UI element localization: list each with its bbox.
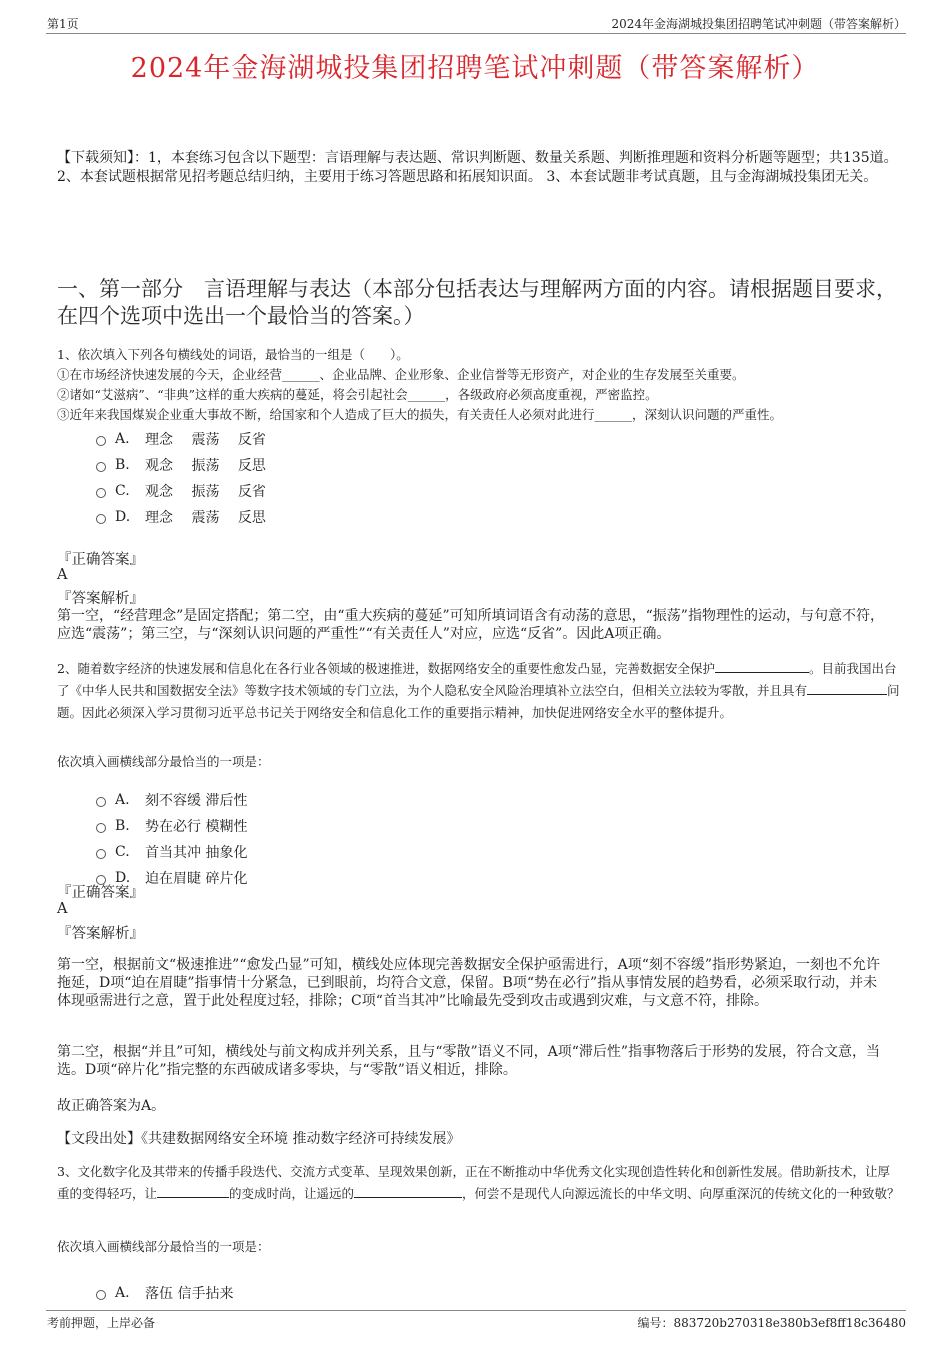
q1-answer-label: 『正确答案』 [57,552,144,568]
footer-divider [46,1310,906,1311]
q2-analysis-label: 『答案解析』 [57,926,144,942]
header-divider [46,33,906,34]
question-1-stem: 1、依次填入下列各句横线处的词语，最恰当的一组是（ ）。 [57,347,409,362]
q2-option-a[interactable]: A. 刻不容缓 滞后性 [96,790,247,810]
radio-icon[interactable] [96,436,106,446]
question-3-stem: 3、文化数字化及其带来的传播手段迭代、交流方式变革、呈现效果创新，正在不断推动中华优秀文化实现创造性转化和创新性发展。借助新技术，让厚重的变得轻巧，让 的变成时尚，让遥远的 ，何尝不是现代人向源远流长的中华文明、向厚重深沉的传统文化的一种致敬？ [57,1164,900,1201]
answer-blank [715,660,809,673]
radio-icon[interactable] [96,849,106,859]
q1-analysis: 第一空，“经营理念”是固定搭配；第二空，由“重大疾病的蔓延”可知所填词语含有动荡的意思，“振荡”指物理性的运动，与句意不符，应选“震荡”；第三空，与“深刻认识问题的严重性”“有关责任人”对应，应选“反省”。因此A项正确。 [57,608,884,642]
answer-blank [354,1185,462,1198]
q2-option-b[interactable]: B. 势在必行 模糊性 [96,816,247,836]
q3-prompt: 依次填入画横线部分最恰当的一项是： [57,1239,270,1254]
question-2-stem: 2、随着数字经济的快速发展和信息化在各行业各领域的极速推进，数据网络安全的重要性愈发凸显，完善数据安全保护 。目前我国出台了《中华人民共和国数据安全法》等数字技术领域的专门立法，为个人隐私安全风险治理填补立法空白，但相关立法较为零散，并且具有 问题。因此必须深入学习贯彻习近平总书记关于网络安全和信息化工作的重要指示精神，加快促进网络安全水平的整体提升。 [57,661,900,720]
q2-answer-label: 『正确答案』 [57,885,144,901]
radio-icon[interactable] [96,823,106,833]
radio-icon[interactable] [96,1290,106,1300]
q3-option-a[interactable]: A. 落伍 信手拈来 [96,1283,233,1303]
q1-option-c[interactable]: C. 观念 振荡 反省 [96,481,266,501]
q2-answer: A [57,901,68,917]
q2-prompt: 依次填入画横线部分最恰当的一项是： [57,754,270,769]
q2-option-c[interactable]: C. 首当其冲 抽象化 [96,842,247,862]
q2-analysis-paragraph-1: 第一空，根据前文“极速推进”“愈发凸显”可知，横线处应体现完善数据安全保护亟需进行，A项“刻不容缓”指形势紧迫，一刻也不允许拖延，D项“迫在眉睫”指事情十分紧急，已到眼前，均符合文意，保留。B项“势在必行”指从事情发展的趋势看，必须采取行动，并未体现亟需进行之意，置于此处程度过轻，排除；C项“首当其冲”比喻最先受到攻击或遇到灾难，与文意不符，排除。 [57,957,881,1009]
q2-analysis-conclusion: 故正确答案为A。 [57,1098,166,1114]
question-1-sentence-2: ②诸如“艾滋病”、“非典”这样的重大疾病的蔓延，将会引起社会______，各级政府必须高度重视，严密监控。 [57,387,658,402]
page-number: 第1页 [47,17,79,31]
q1-answer: A [57,567,68,583]
section-heading: 一、第一部分 言语理解与表达（本部分包括表达与理解两方面的内容。请根据题目要求，在四个选项中选出一个最恰当的答案。） [57,277,897,328]
question-1-sentence-1: ①在市场经济快速发展的今天，企业经营______、企业品牌、企业形象、企业信誉等无形资产，对企业的生存发展至关重要。 [57,367,745,382]
footer-slogan: 考前押题，上岸必备 [47,1316,156,1330]
radio-icon[interactable] [96,514,106,524]
answer-blank [807,682,887,695]
q2-source: 【文段出处】《共建数据网络安全环境 推动数字经济可持续发展》 [57,1131,461,1147]
q1-option-d[interactable]: D. 理念 震荡 反思 [96,507,266,527]
q2-option-d[interactable]: D. 迫在眉睫 碎片化 [96,868,247,888]
radio-icon[interactable] [96,488,106,498]
download-notice: 【下载须知】：1，本套练习包含以下题型：言语理解与表达题、常识判断题、数量关系题、判断推理题和资料分析题等题型；共135道。 2、本套试题根据常见招考题总结归纳，主要用于练习答题思路和拓展知识面。 3、本套试题非考试真题，且与金海湖城投集团无关。 [57,150,898,185]
header-doc-title: 2024年金海湖城投集团招聘笔试冲刺题（带答案解析） [611,17,906,31]
question-1-sentence-3: ③近年来我国煤炭企业重大事故不断，给国家和个人造成了巨大的损失，有关责任人必须对此进行______，深刻认识问题的严重性。 [57,407,783,422]
q1-option-b[interactable]: B. 观念 振荡 反思 [96,455,266,475]
radio-icon[interactable] [96,797,106,807]
q1-analysis-label: 『答案解析』 [57,591,144,607]
q1-option-a[interactable]: A. 理念 震荡 反省 [96,429,266,449]
radio-icon[interactable] [96,462,106,472]
q2-analysis-paragraph-2: 第二空，根据“并且”可知，横线处与前文构成并列关系，且与“零散”语义不同，A项“滞后性”指事物落后于形势的发展，符合文意，当选。D项“碎片化”指完整的东西破成诸多零块，与“零散”语义相近，排除。 [57,1044,881,1078]
answer-blank [157,1185,229,1198]
page-title: 2024年金海湖城投集团招聘笔试冲刺题（带答案解析） [130,53,820,84]
question-1 [57,344,902,426]
footer-doc-id: 编号：883720b270318e380b3ef8ff18c36480 [637,1316,906,1330]
